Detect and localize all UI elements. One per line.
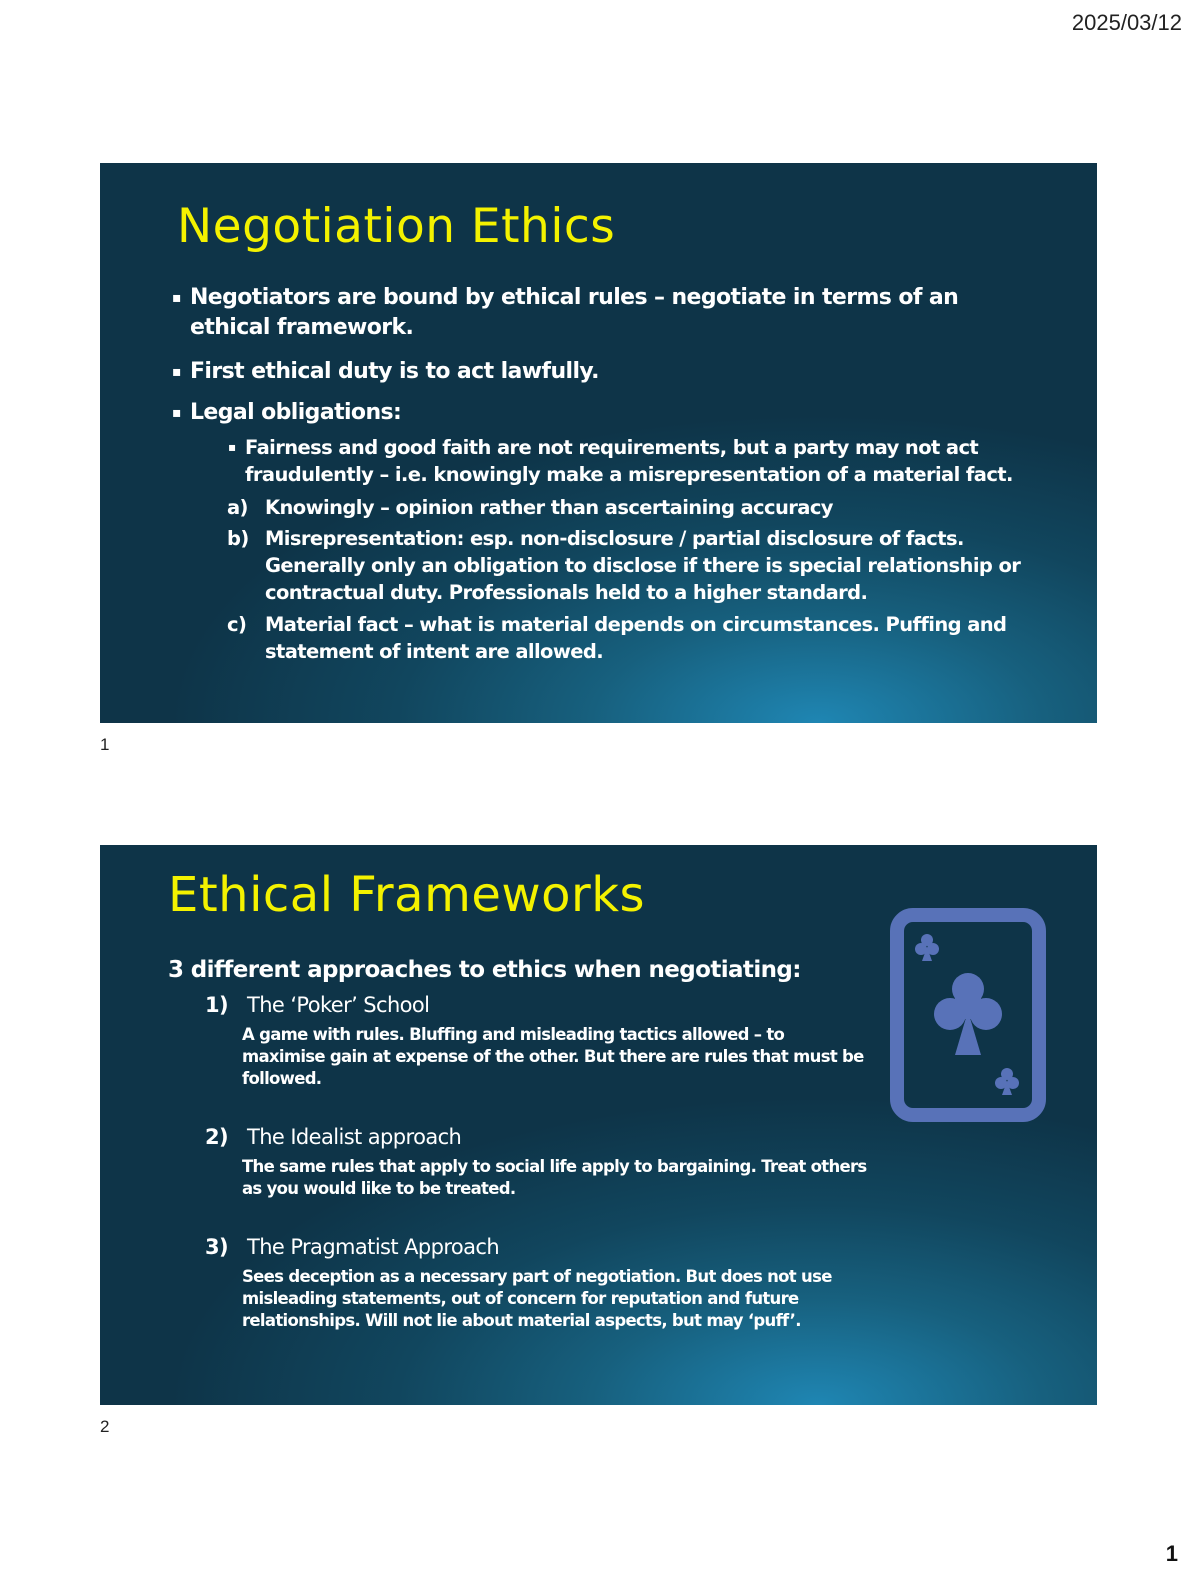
approach-title: The Pragmatist Approach [247,1235,500,1259]
approach-description: The same rules that apply to social life apply to bargaining. Treat others as you would like to be treated. [242,1157,867,1198]
sub-bullet-text: Fairness and good faith are not requirements, but a party may not act fraudulently – i.e. knowingly make a misrepresentation of a material fact. [245,436,1013,486]
intro-text: 3 different approaches to ethics when negotiating: [168,957,801,983]
item-text: Material fact – what is material depends on circumstances. Puffing and statement of intent are allowed. [265,613,1007,663]
bullet-item [172,357,1010,387]
slide-number: 1 [100,735,110,754]
slide-title: Ethical Frameworks [168,867,646,923]
approach-description: Sees deception as a necessary part of negotiation. But does not use misleading statements, out of concern for reputation and future relationships. Will not lie about material aspects, but may ‘puff’. [242,1267,832,1330]
bullet-item [172,283,1010,343]
print-date: 2025/03/12 [1071,10,1182,35]
approach-title: The ‘Poker’ School [247,993,430,1017]
bullet-item [172,398,1010,428]
playing-card-clubs-icon [889,907,1047,1123]
item-marker: c) [227,613,247,636]
lettered-item [227,611,1025,665]
bullet-text: Negotiators are bound by ethical rules – negotiate in terms of an ethical framework. [190,285,959,340]
item-marker: a) [227,496,248,519]
sub-bullet-item [228,434,1035,488]
item-text: Misrepresentation: esp. non-disclosure / partial disclosure of facts. Generally only an obligation to disclose if there is special relationship or contractual duty. Professionals held to a higher standard. [265,527,1021,604]
bullet-square-icon: ▪ [172,364,181,380]
bullet-square-icon: ▪ [172,290,181,306]
slide-title: Negotiation Ethics [177,199,616,254]
lettered-item [227,525,1025,606]
bullet-text: First ethical duty is to act lawfully. [190,359,599,384]
approach-title: The Idealist approach [247,1125,462,1149]
approach-description: A game with rules. Bluffing and misleading tactics allowed – to maximise gain at expense of the other. But there are rules that must be followed. [242,1025,864,1088]
bullet-square-icon: ▪ [172,405,181,421]
item-marker: b) [227,527,249,550]
approach-heading [205,1233,500,1261]
approach-heading [205,1123,462,1151]
slide-negotiation-ethics [100,163,1097,723]
approach-marker: 2) [205,1125,229,1149]
approach-heading [205,991,430,1019]
bullet-text: Legal obligations: [190,400,402,425]
lettered-item [227,494,1025,521]
slide-ethical-frameworks [100,845,1097,1405]
approach-marker: 1) [205,993,229,1017]
item-text: Knowingly – opinion rather than ascertaining accuracy [265,496,833,519]
approach-marker: 3) [205,1235,229,1259]
slide-number: 2 [100,1417,110,1436]
bullet-square-icon: ▪ [228,440,236,454]
page-number: 1 [1165,1541,1178,1566]
